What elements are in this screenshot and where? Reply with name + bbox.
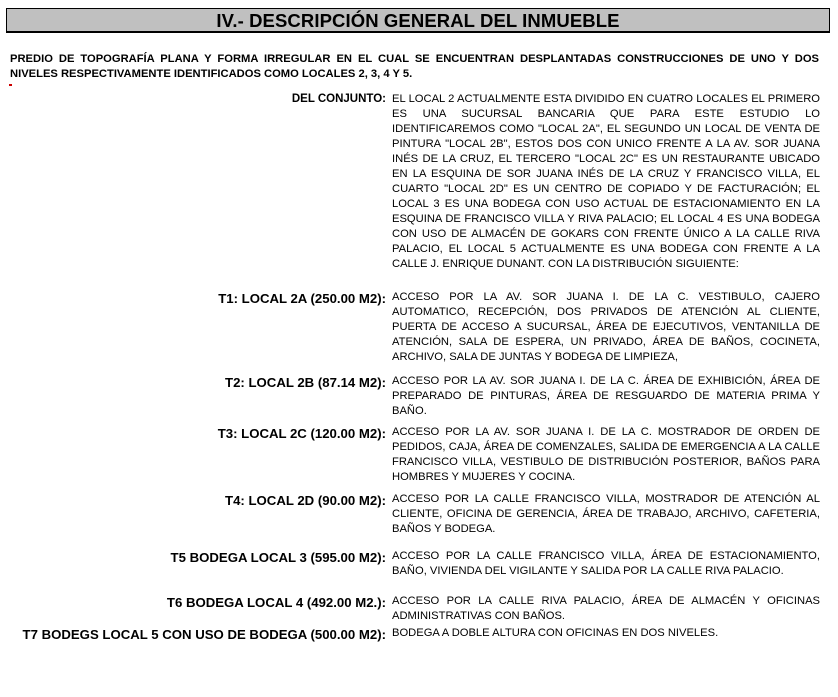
label-t1-local-2a: T1: LOCAL 2A (250.00 M2):: [218, 291, 386, 306]
desc-t5-bodega-local-3: ACCESO POR LA CALLE FRANCISCO VILLA, ÁREA DE ESTACIONAMIENTO, BAÑO, VIVIENDA DEL VIGILANTE Y SALIDA POR LA CALLE RIVA PALACIO.: [392, 550, 820, 577]
label-t6-bodega-local-4: T6 BODEGA LOCAL 4 (492.00 M2.):: [166, 595, 386, 610]
label-t4-local-2d: T4: LOCAL 2D (90.00 M2):: [225, 493, 386, 508]
label-t2-local-2b: T2: LOCAL 2B (87.14 M2):: [225, 375, 386, 390]
label-t7-bodega-local-5: T7 BODEGS LOCAL 5 CON USO DE BODEGA (500.00 M2):: [22, 627, 386, 642]
section-title: IV.- DESCRIPCIÓN GENERAL DEL INMUEBLE: [216, 9, 620, 31]
desc-t6-bodega-local-4: ACCESO POR LA CALLE RIVA PALACIO, ÁREA DE ALMACÉN Y OFICINAS ADMINISTRATIVAS CON BAÑOS.: [392, 595, 820, 622]
label-t3-local-2c: T3: LOCAL 2C (120.00 M2):: [217, 426, 386, 441]
desc-t7-bodega-local-5: BODEGA A DOBLE ALTURA CON OFICINAS EN DOS NIVELES.: [392, 627, 719, 639]
desc-t2-local-2b: ACCESO POR LA AV. SOR JUANA I. DE LA C. ÁREA DE EXHIBICIÓN, ÁREA DE PREPARADO DE PINTURAS, ÁREA DE RESGUARDO DE MATERIA PRIMA Y BAÑO.: [392, 375, 820, 417]
section-title-bar: [6, 8, 830, 33]
desc-del-conjunto: EL LOCAL 2 ACTUALMENTE ESTA DIVIDIDO EN CUATRO LOCALES EL PRIMERO ES UNA SUCURSAL BANCARIA QUE PARA ESTE ESTUDIO LO IDENTIFICAREMOS COMO "LOCAL 2A", EL SEGUNDO UN LOCAL DE VENTA DE PINTURA "LOCAL 2B", ESTOS DOS CON UNICO FRENTE A LA AV. SOR JUANA INÉS DE LA CRUZ, EL TERCERO "LOCAL 2C" ES UN RESTAURANTE UBICADO EN LA ESQUINA DE SOR JUANA INÉS DE LA CRUZ Y FRANCISCO VILLA, EL CUARTO "LOCAL 2D" ES UN CENTRO DE COPIADO Y DE FACTURACIÓN; EL LOCAL 3 ES UNA BODEGA CON USO ACTUAL DE ESTACIONAMIENTO EN LA ESQUINA DE FRANCISCO VILLA Y RIVA PALACIO; EL LOCAL 4 ES UNA BODEGA CON USO DE ALMACÉN DE GOKARS CON FRENTE ÚNICO A LA CALLE RIVA PALACIO, EL LOCAL 5 ACTUALMENTE ES UNA BODEGA CON FRENTE A LA CALLE J. ENRIQUE DUNANT. CON LA DISTRIBUCIÓN SIGUIENTE:: [392, 93, 820, 270]
intro-paragraph: PREDIO DE TOPOGRAFÍA PLANA Y FORMA IRREGULAR EN EL CUAL SE ENCUENTRAN DESPLANTADAS CONSTRUCCIONES DE UNO Y DOS NIVELES RESPECTIVAMENTE IDENTIFICADOS COMO LOCALES 2, 3, 4 Y 5.: [10, 53, 819, 80]
desc-t1-local-2a: ACCESO POR LA AV. SOR JUANA I. DE LA C. VESTIBULO, CAJERO AUTOMATICO, RECEPCIÓN, DOS PRIVADOS DE ATENCIÓN AL CLIENTE, PUERTA DE ACCESO A SUCURSAL, ÁREA DE EJECUTIVOS, VENTANILLA DE ATENCIÓN, SALA DE ESPERA, UN PRIVADO, ÁREA DE BAÑOS, COCINETA, ARCHIVO, SALA DE JUNTAS Y BODEGA DE LIMPIEZA,: [392, 291, 820, 363]
label-t5-bodega-local-3: T5 BODEGA LOCAL 3 (595.00 M2):: [170, 550, 386, 565]
desc-t3-local-2c: ACCESO POR LA AV. SOR JUANA I. DE LA C. MOSTRADOR DE ORDEN DE PEDIDOS, CAJA, ÁREA DE COMENZALES, SALIDA DE EMERGENCIA A LA CALLE FRANCISCO VILLA, VESTIBULO DE DISTRIBUCIÓN POSTERIOR, BAÑOS PARA HOMBRES Y MUJERES Y COCINA.: [392, 426, 820, 483]
desc-t4-local-2d: ACCESO POR LA CALLE FRANCISCO VILLA, MOSTRADOR DE ATENCIÓN AL CLIENTE, OFICINA DE GERENCIA, ÁREA DE TRABAJO, ARCHIVO, CAFETERIA, BAÑOS Y BODEGA.: [392, 493, 820, 535]
red-mark: [9, 84, 12, 86]
label-del-conjunto: DEL CONJUNTO:: [291, 93, 386, 105]
